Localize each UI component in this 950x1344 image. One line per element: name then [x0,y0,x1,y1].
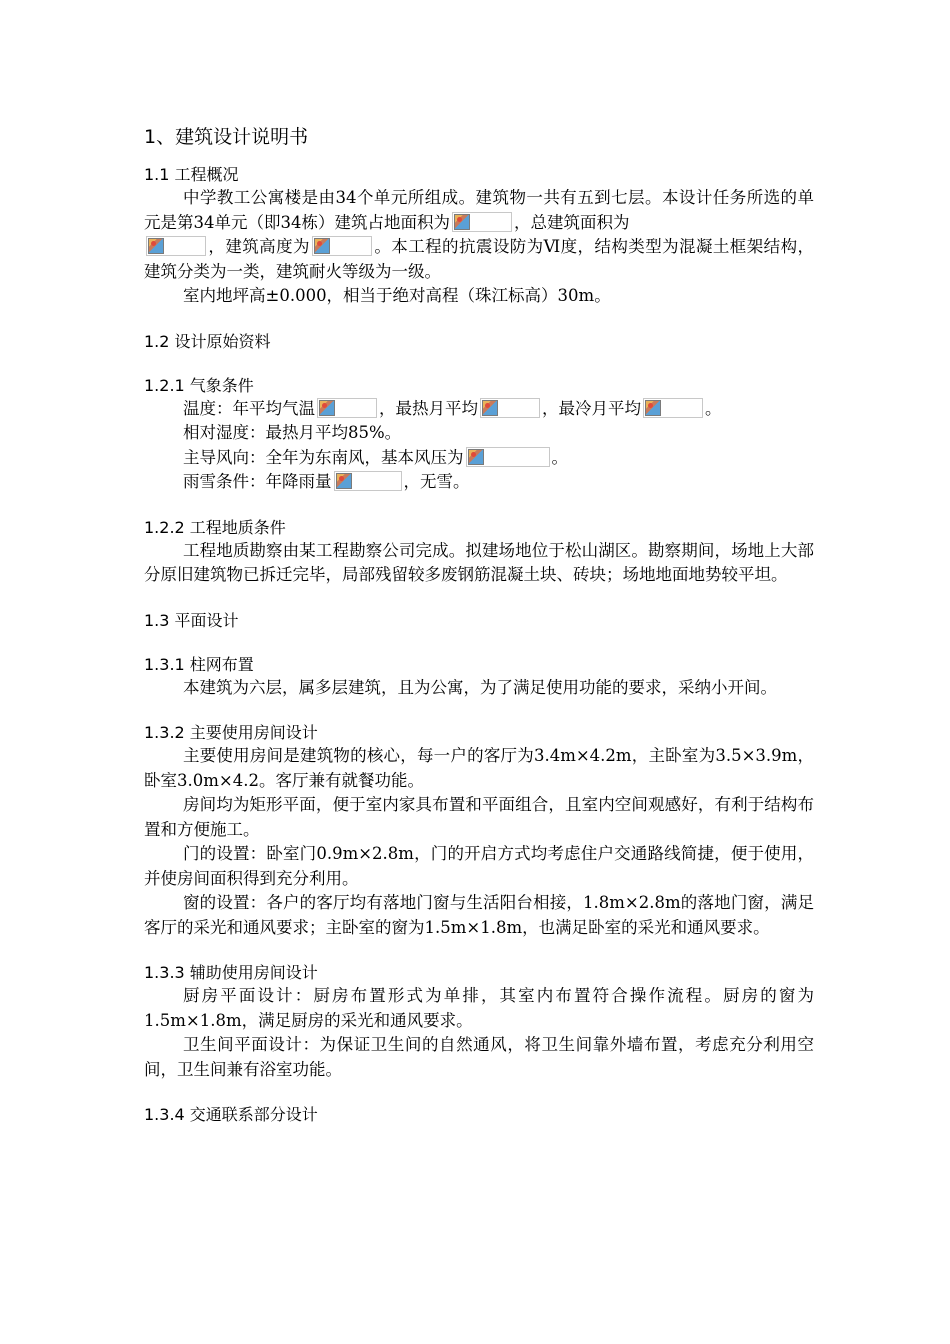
broken-image-icon [319,400,335,416]
text-segment: 。 [551,447,568,467]
text-segment: ，总建筑面积为 [514,212,630,232]
broken-image-placeholder [146,236,206,256]
section-heading-1-3-1: 1.3.1 柱网布置 [144,654,254,674]
section-heading-1-2-2: 1.2.2 工程地质条件 [144,517,286,537]
broken-image-icon [148,238,164,254]
room-shape-paragraph: 房间均为矩形平面，便于室内家具布置和平面组合，且室内空间观感好，有利于结构布置和方便施工。 [144,795,814,839]
broken-image-placeholder [334,471,402,491]
main-rooms-paragraph: 主要使用房间是建筑物的核心，每一户的客厅为3.4m×4.2m，主卧室为3.5×3.9m，卧室3.0m×4.2。客厅兼有就餐功能。 [144,746,814,790]
broken-image-placeholder [317,398,377,418]
kitchen-paragraph: 厨房平面设计：厨房布置形式为单排，其室内布置符合操作流程。厨房的窗为1.5m×1.8m，满足厨房的采光和通风要求。 [144,986,814,1030]
broken-image-placeholder [643,398,703,418]
broken-image-icon [314,238,330,254]
document-page [144,124,814,1126]
window-paragraph: 窗的设置：各户的客厅均有落地门窗与生活阳台相接，1.8m×2.8m的落地门窗，满足客厅的采光和通风要求；主卧室的窗为1.5m×1.8m，也满足卧室的采光和通风要求。 [144,893,814,937]
broken-image-placeholder [312,236,372,256]
broken-image-icon [645,400,661,416]
text-segment: ，建筑高度为 [208,237,310,256]
broken-image-placeholder [480,398,540,418]
broken-image-icon [468,449,484,465]
document-title: 1、建筑设计说明书 [144,126,309,148]
door-paragraph: 门的设置：卧室门0.9m×2.8m，门的开启方式均考虑住户交通路线简捷，便于使用，并使房间面积得到充分利用。 [144,844,814,888]
text-segment: ，最冷月平均 [542,398,641,418]
project-overview-paragraph [144,186,814,284]
section-heading-1-2-1: 1.2.1 气象条件 [144,375,254,395]
broken-image-placeholder [466,447,550,467]
broken-image-icon [454,214,470,230]
temperature-line [144,397,814,422]
text-segment: 。 [705,398,722,418]
rain-line [144,470,814,495]
text-segment: ，最热月平均 [379,398,478,418]
geology-paragraph: 工程地质勘察由某工程勘察公司完成。拟建场地位于松山湖区。勘察期间，场地上大部分原旧建筑物已拆迁完毕，局部残留较多废钢筋混凝土块、砖块；场地地面地势较平坦。 [144,540,814,584]
section-heading-1-3-4: 1.3.4 交通联系部分设计 [144,1105,318,1124]
text-segment: 雨雪条件：年降雨量 [183,472,332,491]
section-heading-1-2: 1.2 设计原始资料 [144,331,271,351]
section-heading-1-3-3: 1.3.3 辅助使用房间设计 [144,963,318,982]
section-heading-1-3-2: 1.3.2 主要使用房间设计 [144,723,318,742]
text-segment: 中学教工公寓楼是由34个单元所组成。建筑物一共有五到七层。本设计任务所选的单元是第34单元（即34栋）建筑占地面积为 [144,188,814,232]
text-segment: ，无雪。 [403,472,470,491]
humidity-line: 相对湿度：最热月平均85%。 [183,423,402,442]
broken-image-icon [336,473,352,489]
text-segment: 温度：年平均气温 [183,398,315,418]
text-segment: 主导风向：全年为东南风，基本风压为 [183,447,464,467]
bathroom-paragraph: 卫生间平面设计：为保证卫生间的自然通风，将卫生间靠外墙布置，考虑充分利用空间，卫生间兼有浴室功能。 [144,1035,814,1079]
wind-line [144,446,814,471]
section-heading-1-1: 1.1 工程概况 [144,165,239,184]
column-grid-paragraph: 本建筑为六层，属多层建筑，且为公寓，为了满足使用功能的要求，采纳小开间。 [183,677,777,697]
floor-elevation-paragraph: 室内地坪高±0.000，相当于绝对高程（珠江标高）30m。 [183,286,611,305]
broken-image-icon [482,400,498,416]
broken-image-placeholder [452,212,512,232]
text-segment: 。本工程的抗震设防为Ⅵ度，结构类型为混凝土框架结构，建筑分类为一类，建筑耐火等级为一级。 [144,237,814,281]
section-heading-1-3: 1.3 平面设计 [144,610,239,630]
